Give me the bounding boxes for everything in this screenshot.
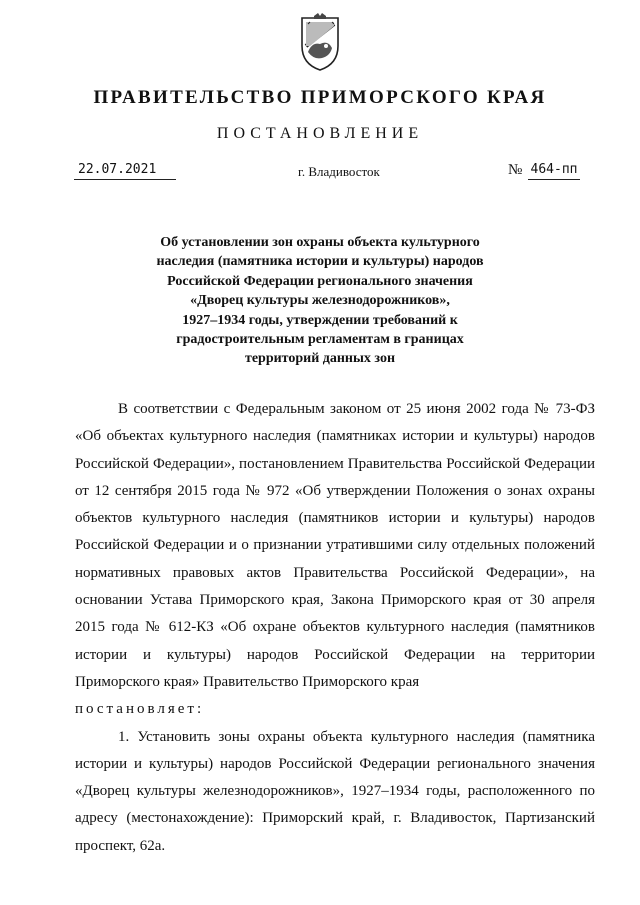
title-line: градостроительным регламентам в границах [176,332,464,348]
document-date: 22.07.2021 [74,162,176,180]
document-body [75,396,595,860]
title-line: Об установлении зон охраны объекта культурного [160,235,480,250]
title-line: 1927–1934 годы, утверждении требований к [182,312,458,328]
document-title [150,233,490,369]
organization-name: ПРАВИТЕЛЬСТВО ПРИМОРСКОГО КРАЯ [93,87,547,108]
decree-word: постановляет: [75,701,205,718]
document-type: ПОСТАНОВЛЕНИЕ [216,125,424,142]
preamble-paragraph: В соответствии с Федеральным законом от 25 июня 2002 года № 73-ФЗ «Об объектах культурного наследия (памятниках истории и культуры) народов Российской Федерации», постановлением Правительства Российской Федерации от 12 сентября 2015 года № 972 «Об утверждении Положения о зонах охраны объектов культурного наследия (памятников истории и культуры) народов Российской Федерации и о признании утратившими силу отдельных положений нормативных правовых актов Правительства Российской Федерации», на основании Устава Приморского края, Закона Приморского края от 30 апреля 2015 года № 612-КЗ «Об охране объектов культурного наследия (памятников истории и культуры) народов Российской Федерации на территории Приморского края» Правительство Приморского края [75,401,595,690]
title-line: наследия (памятника истории и культуры) народов [156,254,484,270]
title-line: «Дворец культуры железнодорожников», [190,293,450,309]
document-city: г. Владивосток [298,164,380,179]
title-line: территорий данных зон [244,351,396,367]
coat-of-arms-icon [296,12,344,74]
document-number-label: № [508,162,523,178]
title-line: Российской Федерации регионального значения [167,273,473,289]
decree-item-1: 1. Установить зоны охраны объекта культурного наследия (памятника истории и культуры) народов Российской Федерации регионального значения «Дворец культуры железнодорожников», 1927–1934 годы, расположенного по адресу (местонахождение): Приморский край, г. Владивосток, Партизанский проспект, 62а. [75,728,595,854]
document-number: 464-пп [528,162,580,180]
